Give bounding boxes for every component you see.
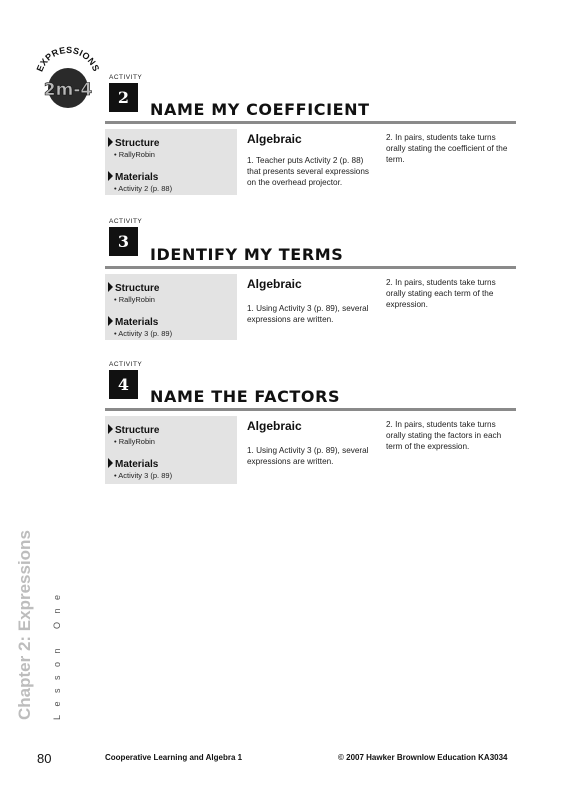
materials-value: • Activity 2 (p. 88) <box>114 184 173 193</box>
badge-arc-text: EXPRESSIONS <box>34 44 102 74</box>
footer-book-title: Cooperative Learning and Algebra 1 <box>105 753 243 762</box>
materials-value: • Activity 3 (p. 89) <box>114 329 173 338</box>
activity-label: ACTIVITY <box>109 218 143 225</box>
activity-divider <box>105 266 516 269</box>
structure-heading <box>108 424 159 436</box>
column-heading: Algebraic <box>247 277 302 291</box>
footer-copyright: © 2007 Hawker Brownlow Education KA3034 <box>338 753 508 762</box>
materials-label: Materials <box>115 459 159 470</box>
triangle-bullet-icon <box>108 458 113 468</box>
structure-heading <box>108 282 159 294</box>
side-lesson-label: Lesson One <box>52 586 62 720</box>
step-2-text: 2. In pairs, students take turns orally stating the coefficient of the term. <box>386 133 508 165</box>
triangle-bullet-icon <box>108 316 113 326</box>
structure-value: • RallyRobin <box>114 150 155 159</box>
structure-label: Structure <box>115 138 160 149</box>
materials-value: • Activity 3 (p. 89) <box>114 471 173 480</box>
structure-value: • RallyRobin <box>114 437 155 446</box>
activity-title: NAME MY COEFFICIENT <box>150 100 370 119</box>
activity-number-box: 3 <box>109 227 138 256</box>
activity-label: ACTIVITY <box>109 361 143 368</box>
column-heading: Algebraic <box>247 419 302 433</box>
step-2-text: 2. In pairs, students take turns orally stating each term of the expression. <box>386 278 496 310</box>
triangle-bullet-icon <box>108 171 113 181</box>
step-1-text: 1. Using Activity 3 (p. 89), several expressions are written. <box>247 304 369 325</box>
triangle-bullet-icon <box>108 424 113 434</box>
triangle-bullet-icon <box>108 282 113 292</box>
materials-label: Materials <box>115 172 159 183</box>
structure-heading <box>108 137 159 149</box>
materials-label: Materials <box>115 317 159 328</box>
materials-heading <box>108 316 158 328</box>
step-1-text: 1. Teacher puts Activity 2 (p. 88) that presents several expressions on the overhead projector. <box>247 156 369 188</box>
activity-number-box: 2 <box>109 83 138 112</box>
triangle-bullet-icon <box>108 137 113 147</box>
page-number: 80 <box>37 751 52 766</box>
structure-label: Structure <box>115 425 160 436</box>
step-2-text: 2. In pairs, students take turns orally stating the factors in each term of the expression. <box>386 420 502 452</box>
activity-title: NAME THE FACTORS <box>150 387 341 406</box>
lesson-badge <box>32 42 104 114</box>
materials-heading <box>108 458 158 470</box>
activity-divider <box>105 408 516 411</box>
structure-value: • RallyRobin <box>114 295 155 304</box>
activity-label: ACTIVITY <box>109 74 143 81</box>
badge-code: 2m-4 <box>43 80 93 100</box>
materials-heading <box>108 171 158 183</box>
activity-number-box: 4 <box>109 370 138 399</box>
structure-label: Structure <box>115 283 160 294</box>
step-1-text: 1. Using Activity 3 (p. 89), several expressions are written. <box>247 446 369 467</box>
lesson-badge-graphic <box>32 42 104 114</box>
column-heading: Algebraic <box>247 132 302 146</box>
activity-divider <box>105 121 516 124</box>
side-chapter-title: Chapter 2: Expressions <box>15 530 34 720</box>
activity-title: IDENTIFY MY TERMS <box>150 245 344 264</box>
